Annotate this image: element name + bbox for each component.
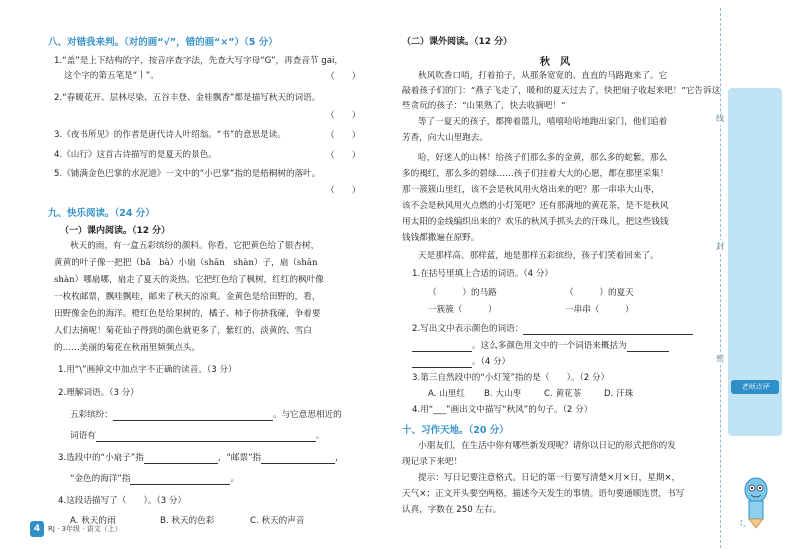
passage1-line: 人们去摘呢！菊花仙子得到的颜色就更多了，紫红的、淡黄的、雪白 [54, 326, 312, 336]
r-q3-option-b[interactable]: B. 大山枣 [484, 389, 522, 399]
answer-paren[interactable]: （ ） [326, 131, 361, 141]
passage1-line: 的……美丽的菊花在秋雨里频频点头。 [54, 343, 201, 353]
r-q3-option-a[interactable]: A. 山里红 [428, 389, 465, 399]
teacher-comment-tag: 老师点评 [731, 380, 779, 394]
q4-option-c[interactable]: C. 秋天的声音 [250, 516, 305, 526]
blank[interactable] [113, 411, 273, 421]
r-q1: 1.在括号里填上合适的词语。（4 分） [412, 269, 554, 279]
q4-option-b[interactable]: B. 秋天的色彩 [160, 516, 215, 526]
passage2-line: 该不会是秋风用火点燃的小灯笼吧？还有那满地的黄花茶，是不是秋风 [402, 201, 669, 211]
blank[interactable] [412, 342, 472, 352]
s8-item-1-line2: 这个字的第五笔是“丨”。 [64, 71, 159, 81]
section-8-title: 八、对错我来判。（对的画“√”，错的画“×”）（5 分） [48, 37, 278, 48]
passage2-line: 多的褐红，那么多的碧绿……孩子们挂着大大的心愿，都在那里采集！ [402, 169, 669, 179]
s8-item-1-line1: 1.“盖”是上下结构的字，按音序查字法，先查大写字母“G”，再查音节 gai， [54, 56, 343, 66]
r-q2-line-b: 。这么多颜色用文中的一个词语来概括为 [412, 340, 669, 352]
r-q1-b[interactable]: （ ）的夏天 [565, 288, 634, 298]
r-q4: 4.用“___”画出文中描写“秋风”的句子。（2 分） [412, 405, 593, 415]
pencil-mascot-icon [736, 470, 776, 530]
passage2-line: 秋风吹香口哨，打着拍子，从那条宽宽的、直直的马路跑来了。它 [418, 71, 668, 81]
r-q1-d[interactable]: 一串串（ ） [565, 305, 634, 315]
passage1-line: 黄黄的叶子像一把把（bǎ bà）小扇（shān shàn）子，扇（shān [54, 258, 318, 268]
r-q1-c[interactable]: 一簇簇（ ） [428, 305, 497, 315]
seal-char: 线 [716, 114, 724, 123]
s8-item-3: 3.《夜书所见》的作者是唐代诗人叶绍翁。“书”的意思是读。 [54, 130, 286, 140]
section-9-title: 九、快乐阅读。（24 分） [48, 208, 155, 219]
passage2-title: 秋 风 [540, 57, 570, 68]
q3-line-b: “金色的海洋”指 。 [70, 474, 240, 484]
q2-line-a: 五彩缤纷： 。与它意思相近的 [70, 410, 342, 420]
r-q3-option-c[interactable]: C. 黄花茶 [544, 389, 582, 399]
q2: 2.理解词语。（3 分） [58, 388, 139, 398]
passage1-line: 一枚枚邮票，飘哇飘哇，邮来了秋天的凉爽。金黄色是给田野的，看， [54, 292, 321, 302]
passage1-line: 秋天的雨，有一盒五彩缤纷的颜料。你看，它把黄色给了银杏树， [70, 241, 320, 251]
r-q3: 3.第三自然段中的“小灯笼”指的是（ ）。（2 分） [412, 373, 610, 383]
s10-line: 小朋友们，在生活中你有哪些新发现呢？请你以日记的形式把你的发 [418, 441, 676, 451]
page-number: 4 [30, 521, 44, 537]
seal-char: 封 [716, 242, 724, 251]
passage2-line: 那一簇簇山里红，该不会是秋风用火烙出来的吧？那一串串大山枣， [402, 185, 660, 195]
blank[interactable] [144, 454, 218, 464]
passage2-line: 芳香，向大山里跑去。 [402, 133, 488, 143]
q2-line-b: 词语有 。 [70, 431, 325, 441]
s10-line: 天气×；正文开头要空两格，描述今天发生的事情。语句要通顺连贯，书写 [402, 489, 685, 499]
s9-subsection-2: （二）课外阅读。（12 分） [402, 37, 513, 47]
section-10-title: 十、习作天地。（20 分） [402, 425, 509, 436]
passage1-line: shàn）哪扇哪，扇走了夏天的炎热。它把红色给了枫树，红红的枫叶像 [54, 275, 324, 285]
q1: 1.用“\”画掉文中加点字不正确的读音。（3 分） [58, 365, 237, 375]
cut-line [720, 8, 721, 548]
answer-paren[interactable]: （ ） [326, 186, 361, 196]
r-q1-a[interactable]: （ ）的马路 [428, 288, 497, 298]
q3-line-a: 3.选段中的“小扇子”指 ，“邮票”指 ， [58, 453, 344, 463]
s8-item-4: 4.《山行》这首古诗描写的是夏天的景色。 [54, 150, 217, 160]
r-q2-line-c: 。（4 分） [412, 356, 510, 368]
blank[interactable] [130, 475, 230, 485]
passage2-line: 敲着孩子们的门：“燕子飞走了，暖和的夏天过去了，快把扇子收起来吧！”它告诉这 [402, 86, 721, 96]
blank[interactable] [261, 454, 335, 464]
blank[interactable] [412, 358, 472, 368]
s9-subsection-1: （一）课内阅读。（12 分） [60, 226, 171, 236]
passage2-line: 哈，好迷人的山林！给孩子们那么多的金黄，那么多的蛇紫，那么 [418, 153, 668, 163]
answer-paren[interactable]: （ ） [326, 151, 361, 161]
s8-item-2: 2.“春暖花开、层林尽染、五谷丰登、金桂飘香”都是描写秋天的词语。 [54, 93, 321, 103]
q4: 4.这段话描写了（ ）。（3 分） [58, 496, 187, 506]
passage2-line: 天是那样高、那样蓝，地是那样五彩缤纷，孩子们笑着回来了。 [418, 251, 659, 261]
blank[interactable] [96, 432, 316, 442]
passage2-line: 用太阳的金线编织出来的？欢乐的秋风手抓头去的汗珠儿，把这些钱钱 [402, 217, 669, 227]
answer-paren[interactable]: （ ） [326, 72, 361, 82]
r-q3-option-d[interactable]: D. 汗珠 [604, 389, 634, 399]
blank[interactable] [627, 342, 669, 352]
r-q2-line-a: 2.写出文中表示颜色的词语： [412, 323, 693, 335]
q4-option-a[interactable]: A. 秋天的雨 [70, 516, 116, 526]
passage1-line: 田野像金色的海洋。橙红色是给果树的，橘子、柿子你挤我碰，争着要 [54, 309, 321, 319]
s8-item-5: 5.《铺满金色巴掌的水泥道》一文中的“小巴掌”指的是梧桐树的落叶。 [54, 169, 321, 179]
seal-char: 密 [716, 354, 724, 363]
s10-line: 提示：写日记要注意格式。日记的第一行要写清楚×月×日，星期×， [418, 473, 681, 483]
blank[interactable] [523, 325, 693, 335]
s10-line: 现记录下来吧！ [402, 457, 463, 467]
s10-line: 认真，字数在 250 左右。 [402, 505, 502, 515]
passage2-line: 钱钱都撒遍在原野。 [402, 233, 480, 243]
footer-label: RJ · 3年级 · 语文（上） [48, 525, 122, 533]
answer-paren[interactable]: （ ） [326, 111, 361, 121]
passage2-line: 等了一夏天的孩子，都搀着篮儿，嘻嘻哈哈地跑出家门，他们追着 [418, 117, 668, 127]
passage2-line: 些贪玩的孩子：“山果熟了，快去收摘吧！” [402, 101, 566, 111]
